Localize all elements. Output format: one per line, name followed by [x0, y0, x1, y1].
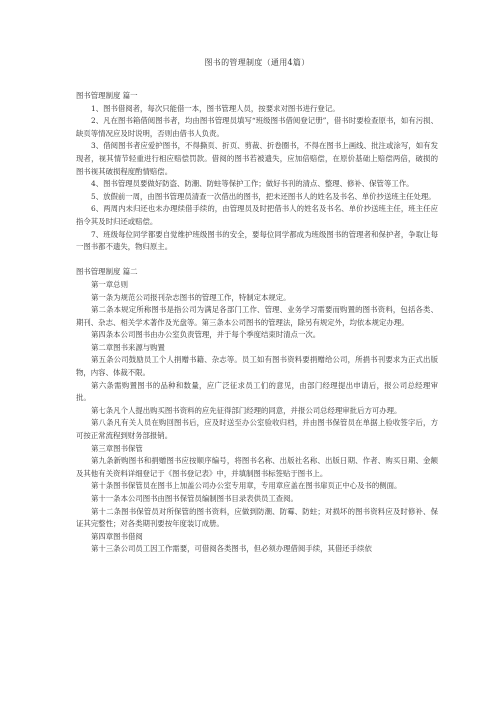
document-title: 图书的管理制度（通用4篇）: [204, 58, 310, 67]
paragraph: 3、借阅图书者应爱护图书，不得撕页、折页、剪裁、折卷圈书，不得在图书上画线、批注或涂写，如有发现者，视其情节轻重进行相应赔偿罚款。借阅的图书若被遗失，应加倍赔偿，在原价基础上赔偿两倍，破损的图书视其破损程度酌情赔偿。: [76, 141, 438, 176]
paragraph: 第十二条图书保管员对所保管的图书资料，应做到防潮、防霉、防蛀；对损坏的图书资料应及时修补、保证其完整性；对各类期刊要按年度装订成册。: [76, 506, 438, 529]
paragraph: 6、两周内未归还也未办理续借手续的，由管理员及时把借书人的姓名及书名、单价抄送班主任，班主任应指令其及时归还或赔偿。: [76, 204, 438, 226]
section-one-heading: 图书管理制度 篇一: [76, 91, 138, 100]
paragraph: 2、凡在图书箱借阅图书者，均由图书管理员填写“班级图书借阅登记册”，借书时要检查原书，如有污损、缺页等情况应及时说明，否则由借书人负责。: [76, 116, 438, 138]
paragraph: 第十一条本公司图书由图书保管员编制图书目录表供员工查阅。: [91, 494, 298, 503]
chapter-heading: 第四章图书借阅: [91, 531, 143, 541]
paragraph: 第十三条公司员工因工作需要，可借阅各类图书，但必须办理借阅手续，其借还手续依: [91, 544, 372, 554]
paragraph: 5、放假前一周，由图书管理员清查一次借出的图书，把未还图书人的姓名及书名、单价抄送班主任处理。: [91, 191, 436, 201]
paragraph: 第五条公司鼓励员工个人捐赠书籍、杂志等。员工如有图书资料要捐赠给公司，所捐书刊要求为正式出版物，内容、体裁不限。: [76, 355, 438, 378]
paragraph: 第二条本规定所称图书是指公司为满足各部门工作、管理、业务学习需要而购置的图书资料，包括各类、期刊、杂志、相关学术著作及光盘等。第三条本公司图书的管理法，除另有规定外，均依本规定办理。: [76, 305, 438, 327]
paragraph: 1、图书借阅者，每次只能借一本，图书管理人员，按要求对图书进行登记。: [91, 103, 340, 113]
paragraph: 4、图书管理员要做好防盗、防潮、防蛀等保护工作；做好书刊的清点、整理、修补、保管等工作。: [91, 179, 414, 189]
paragraph: 第七条凡个人提出购买图书资料的应先征得部门经理的同意，并报公司总经理审批后方可办理。: [91, 405, 402, 415]
paragraph: 第四条本公司图书由办公室负责管理，并于每个季度结束时清点一次。: [91, 330, 321, 340]
chapter-heading: 第二章图书来源与购置: [91, 342, 165, 352]
paragraph: 第六条需购置图书的品种和数量，应广泛征求员工们的意见，由部门经理提出申请后，报公司总经理审批。: [76, 380, 438, 403]
paragraph: 第十条图书保管员在图书上加盖公司办公室专用章，专用章应盖在图书扉页正中心及书的侧面。: [91, 481, 402, 491]
paragraph: 7、班级每位同学都要自觉维护班级图书的安全，要每位同学都成为班级图书的管理者和保护者，争取让每一图书都不遗失，物归原主。: [76, 229, 438, 252]
paragraph: 第一条为规范公司报刊杂志图书的管理工作，特制定本规定。: [91, 292, 291, 302]
section-two-heading: 图书管理制度 篇二: [76, 267, 138, 277]
section-gap: [76, 254, 438, 267]
paragraph: 第八条凡有关人员在购回图书后，应及时送至办公室验收归档，并由图书保管员在单据上验收签字后，方可按正常流程到财务部报销。: [76, 418, 438, 441]
chapter-heading: 第一章总则: [91, 279, 128, 289]
section-one: [76, 90, 438, 254]
section-two: [76, 266, 438, 556]
chapter-heading: 第三章图书保管: [91, 443, 143, 453]
paragraph: 第九条新购图书和捐赠图书应按顺序编号，将图书名称、出版社名称、出版日期、作者、购买日期、金额及其他有关资料详细登记于《图书登记表》中，并填制图书标签贴于图书上。: [76, 456, 438, 478]
